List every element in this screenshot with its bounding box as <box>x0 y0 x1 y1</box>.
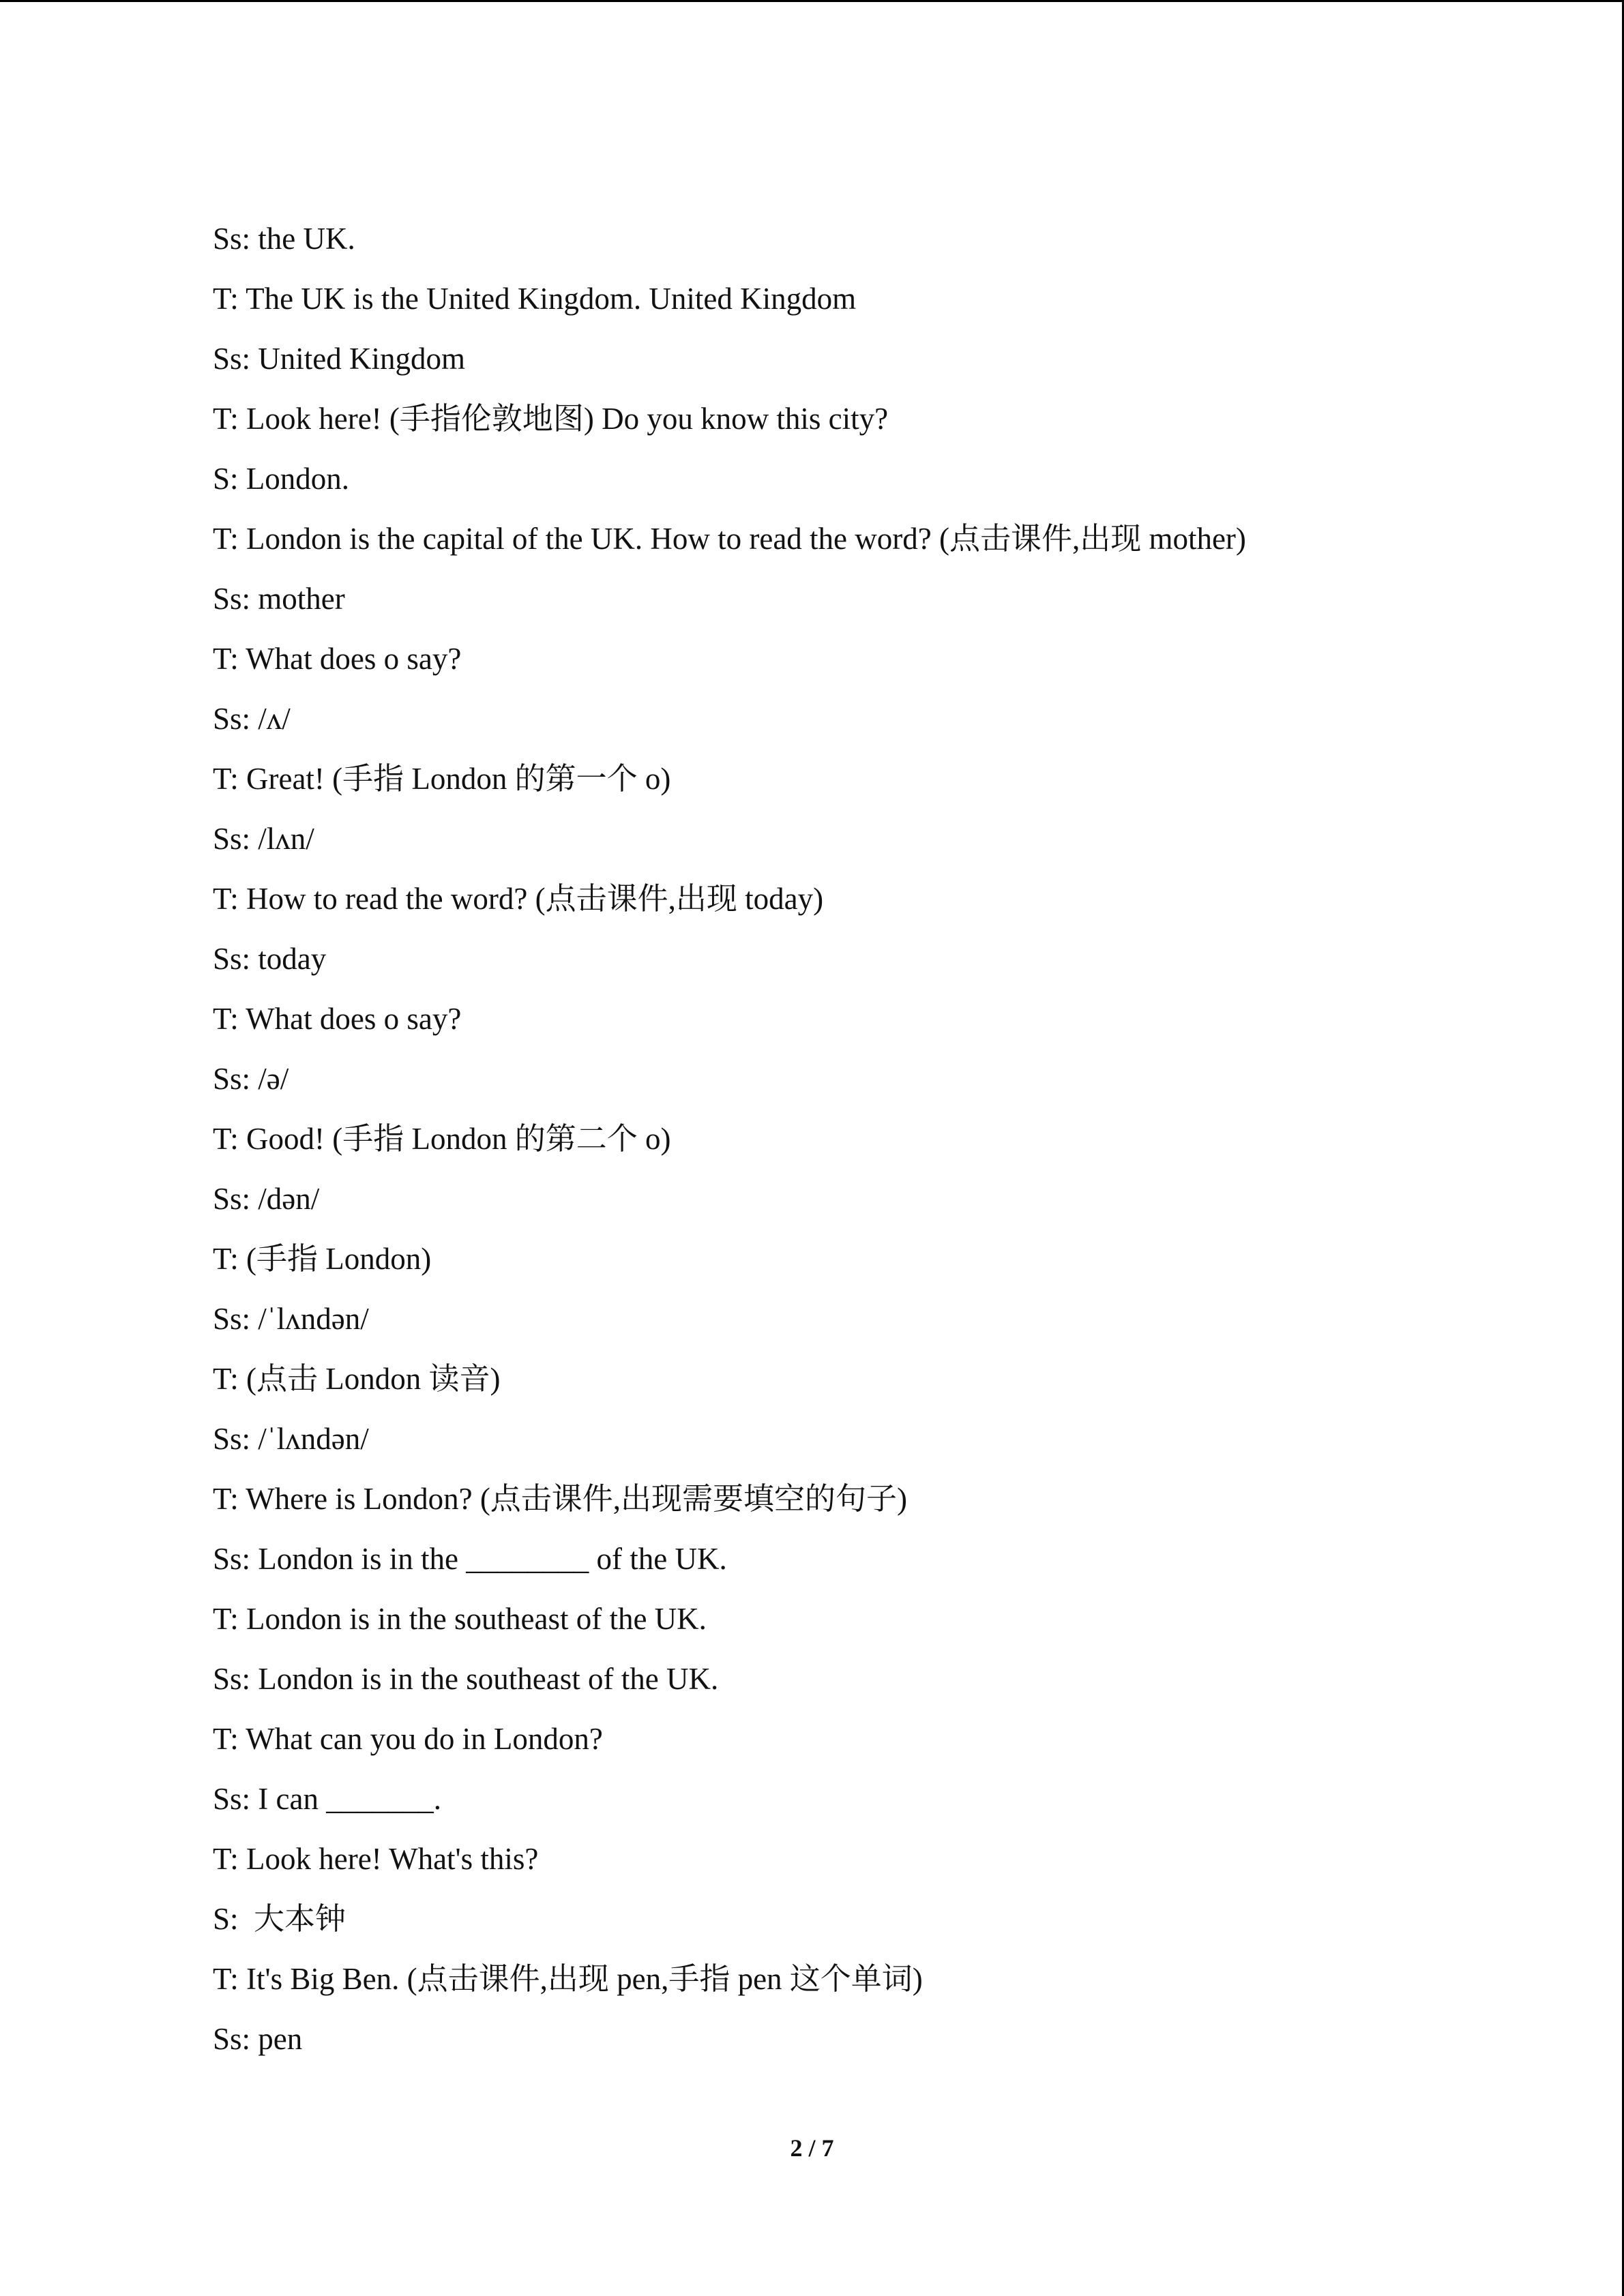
dialogue-line: Ss: I can _______. <box>213 1782 441 1816</box>
dialogue-line: T: Great! (手指 London 的第一个 o) <box>213 762 671 796</box>
dialogue-line: T: Look here! What's this? <box>213 1842 539 1876</box>
dialogue-line: T: Where is London? (点击课件,出现需要填空的句子) <box>213 1482 908 1516</box>
dialogue-line: Ss: United Kingdom <box>213 342 466 376</box>
dialogue-line: S: London. <box>213 462 350 496</box>
dialogue-line: Ss: /ˈlʌndən/ <box>213 1422 369 1456</box>
dialogue-line: S: 大本钟 <box>213 1902 346 1936</box>
dialogue-line: Ss: mother <box>213 582 345 616</box>
dialogue-line: Ss: today <box>213 942 327 976</box>
dialogue-line: T: London is in the southeast of the UK. <box>213 1602 707 1636</box>
dialogue-line: T: What can you do in London? <box>213 1722 603 1756</box>
dialogue-line: Ss: London is in the ________ of the UK. <box>213 1542 727 1576</box>
page-number: 2 / 7 <box>790 2134 834 2162</box>
dialogue-line: Ss: London is in the southeast of the UK. <box>213 1662 719 1696</box>
dialogue-line: Ss: /lʌn/ <box>213 822 314 856</box>
dialogue-line: Ss: /ə/ <box>213 1062 289 1096</box>
dialogue-line: T: London is the capital of the UK. How to read the word? (点击课件,出现 mother) <box>213 522 1246 556</box>
dialogue-line: T: (点击 London 读音) <box>213 1362 501 1396</box>
dialogue-line: T: Look here! (手指伦敦地图) Do you know this city? <box>213 402 889 436</box>
dialogue-line: Ss: /ʌ/ <box>213 702 291 736</box>
dialogue-line: T: How to read the word? (点击课件,出现 today) <box>213 882 824 916</box>
dialogue-line: T: What does o say? <box>213 1002 462 1036</box>
dialogue-line: T: Good! (手指 London 的第二个 o) <box>213 1122 671 1156</box>
dialogue-line: Ss: the UK. <box>213 222 355 256</box>
dialogue-line: Ss: pen <box>213 2022 303 2056</box>
dialogue-line: Ss: /ˈlʌndən/ <box>213 1302 369 1336</box>
dialogue-text <box>213 217 1509 2077</box>
dialogue-line: Ss: /dən/ <box>213 1182 320 1216</box>
dialogue-line: T: The UK is the United Kingdom. United Kingdom <box>213 282 857 316</box>
dialogue-line: T: What does o say? <box>213 642 462 676</box>
dialogue-line: T: It's Big Ben. (点击课件,出现 pen,手指 pen 这个单词) <box>213 1962 923 1996</box>
dialogue-line: T: (手指 London) <box>213 1242 432 1276</box>
